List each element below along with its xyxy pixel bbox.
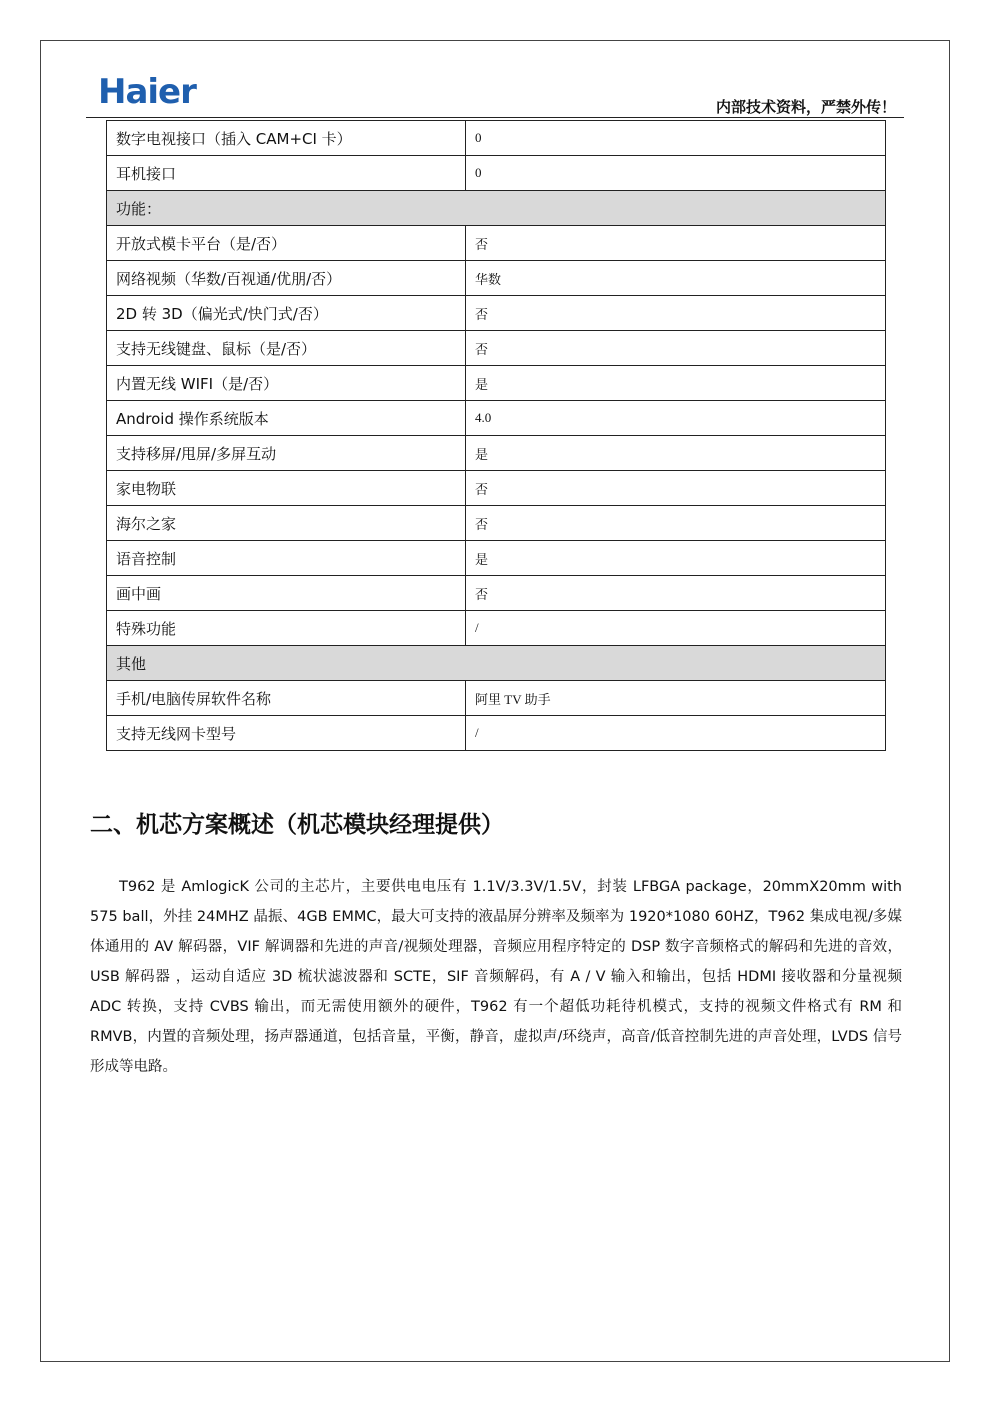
spec-label: 支持移屏/甩屏/多屏互动 bbox=[107, 436, 466, 471]
spec-label: 家电物联 bbox=[107, 471, 466, 506]
spec-value: / bbox=[466, 716, 886, 751]
spec-value: 是 bbox=[466, 436, 886, 471]
section-label: 功能： bbox=[107, 191, 886, 226]
spec-value: 是 bbox=[466, 366, 886, 401]
spec-label: 耳机接口 bbox=[107, 156, 466, 191]
spec-label: 手机/电脑传屏软件名称 bbox=[107, 681, 466, 716]
table-section-row bbox=[107, 191, 886, 226]
table-row bbox=[107, 471, 886, 506]
spec-label: 画中画 bbox=[107, 576, 466, 611]
spec-label: 语音控制 bbox=[107, 541, 466, 576]
spec-value: 阿里 TV 助手 bbox=[466, 681, 886, 716]
table-row bbox=[107, 576, 886, 611]
spec-value: 0 bbox=[466, 156, 886, 191]
spec-label: 内置无线 WIFI（是/否） bbox=[107, 366, 466, 401]
spec-value: 否 bbox=[466, 296, 886, 331]
section-heading: 二、机芯方案概述（机芯模块经理提供） bbox=[90, 812, 504, 838]
spec-label: 2D 转 3D（偏光式/快门式/否） bbox=[107, 296, 466, 331]
table-row bbox=[107, 331, 886, 366]
section-label: 其他 bbox=[107, 646, 886, 681]
header-divider bbox=[86, 117, 904, 118]
spec-label: 海尔之家 bbox=[107, 506, 466, 541]
spec-label: 网络视频（华数/百视通/优朋/否） bbox=[107, 261, 466, 296]
spec-value: 4.0 bbox=[466, 401, 886, 436]
spec-value: 否 bbox=[466, 331, 886, 366]
spec-value: 否 bbox=[466, 506, 886, 541]
spec-label: 支持无线网卡型号 bbox=[107, 716, 466, 751]
spec-table bbox=[106, 120, 886, 751]
table-row bbox=[107, 156, 886, 191]
spec-label: 数字电视接口（插入 CAM+CI 卡） bbox=[107, 121, 466, 156]
spec-label: 开放式模卡平台（是/否） bbox=[107, 226, 466, 261]
table-row bbox=[107, 541, 886, 576]
spec-label: Android 操作系统版本 bbox=[107, 401, 466, 436]
table-row bbox=[107, 436, 886, 471]
table-row bbox=[107, 401, 886, 436]
confidential-notice: 内部技术资料，严禁外传！ bbox=[715, 98, 896, 116]
spec-value: 0 bbox=[466, 121, 886, 156]
table-row bbox=[107, 716, 886, 751]
spec-value: 否 bbox=[466, 471, 886, 506]
spec-value: 否 bbox=[466, 576, 886, 611]
table-row bbox=[107, 121, 886, 156]
table-section-row bbox=[107, 646, 886, 681]
spec-label: 特殊功能 bbox=[107, 611, 466, 646]
table-row bbox=[107, 296, 886, 331]
spec-label: 支持无线键盘、鼠标（是/否） bbox=[107, 331, 466, 366]
table-row bbox=[107, 681, 886, 716]
table-row bbox=[107, 261, 886, 296]
spec-value: 华数 bbox=[466, 261, 886, 296]
body-paragraph: T962 是 AmlogicK 公司的主芯片，主要供电电压有 1.1V/3.3V/1.5V，封装 LFBGA package，20mmX20mm with 575 ball，外挂 24MHZ 晶振、4GB EMMC，最大可支持的液晶屏分辨率及频率为 1920*1080 60HZ，T962 集成电视/多媒体通用的 AV 解码器，VIF 解调器和先进的声音/视频处理器，音频应用程序特定的 DSP 数字音频格式的解码和先进的音效，USB 解码器 ，运动自适应 3D 梳状滤波器和 SCTE，SIF 音频解码，有 A / V 输入和输出，包括 HDMI 接收器和分量视频 ADC 转换，支持 CVBS 输出，而无需使用额外的硬件，T962 有一个超低功耗待机模式，支持的视频文件格式有 RM 和 RMVB，内置的音频处理，扬声器通道，包括音量，平衡，静音，虚拟声/环绕声，高音/低音控制先进的声音处理，LVDS 信号形成等电路。 bbox=[90, 879, 902, 1075]
table-row bbox=[107, 366, 886, 401]
spec-table-body bbox=[107, 121, 886, 751]
spec-value: 否 bbox=[466, 226, 886, 261]
spec-value: 是 bbox=[466, 541, 886, 576]
table-row bbox=[107, 611, 886, 646]
spec-value: / bbox=[466, 611, 886, 646]
table-row bbox=[107, 506, 886, 541]
table-row bbox=[107, 226, 886, 261]
haier-logo: Haier bbox=[98, 72, 196, 112]
